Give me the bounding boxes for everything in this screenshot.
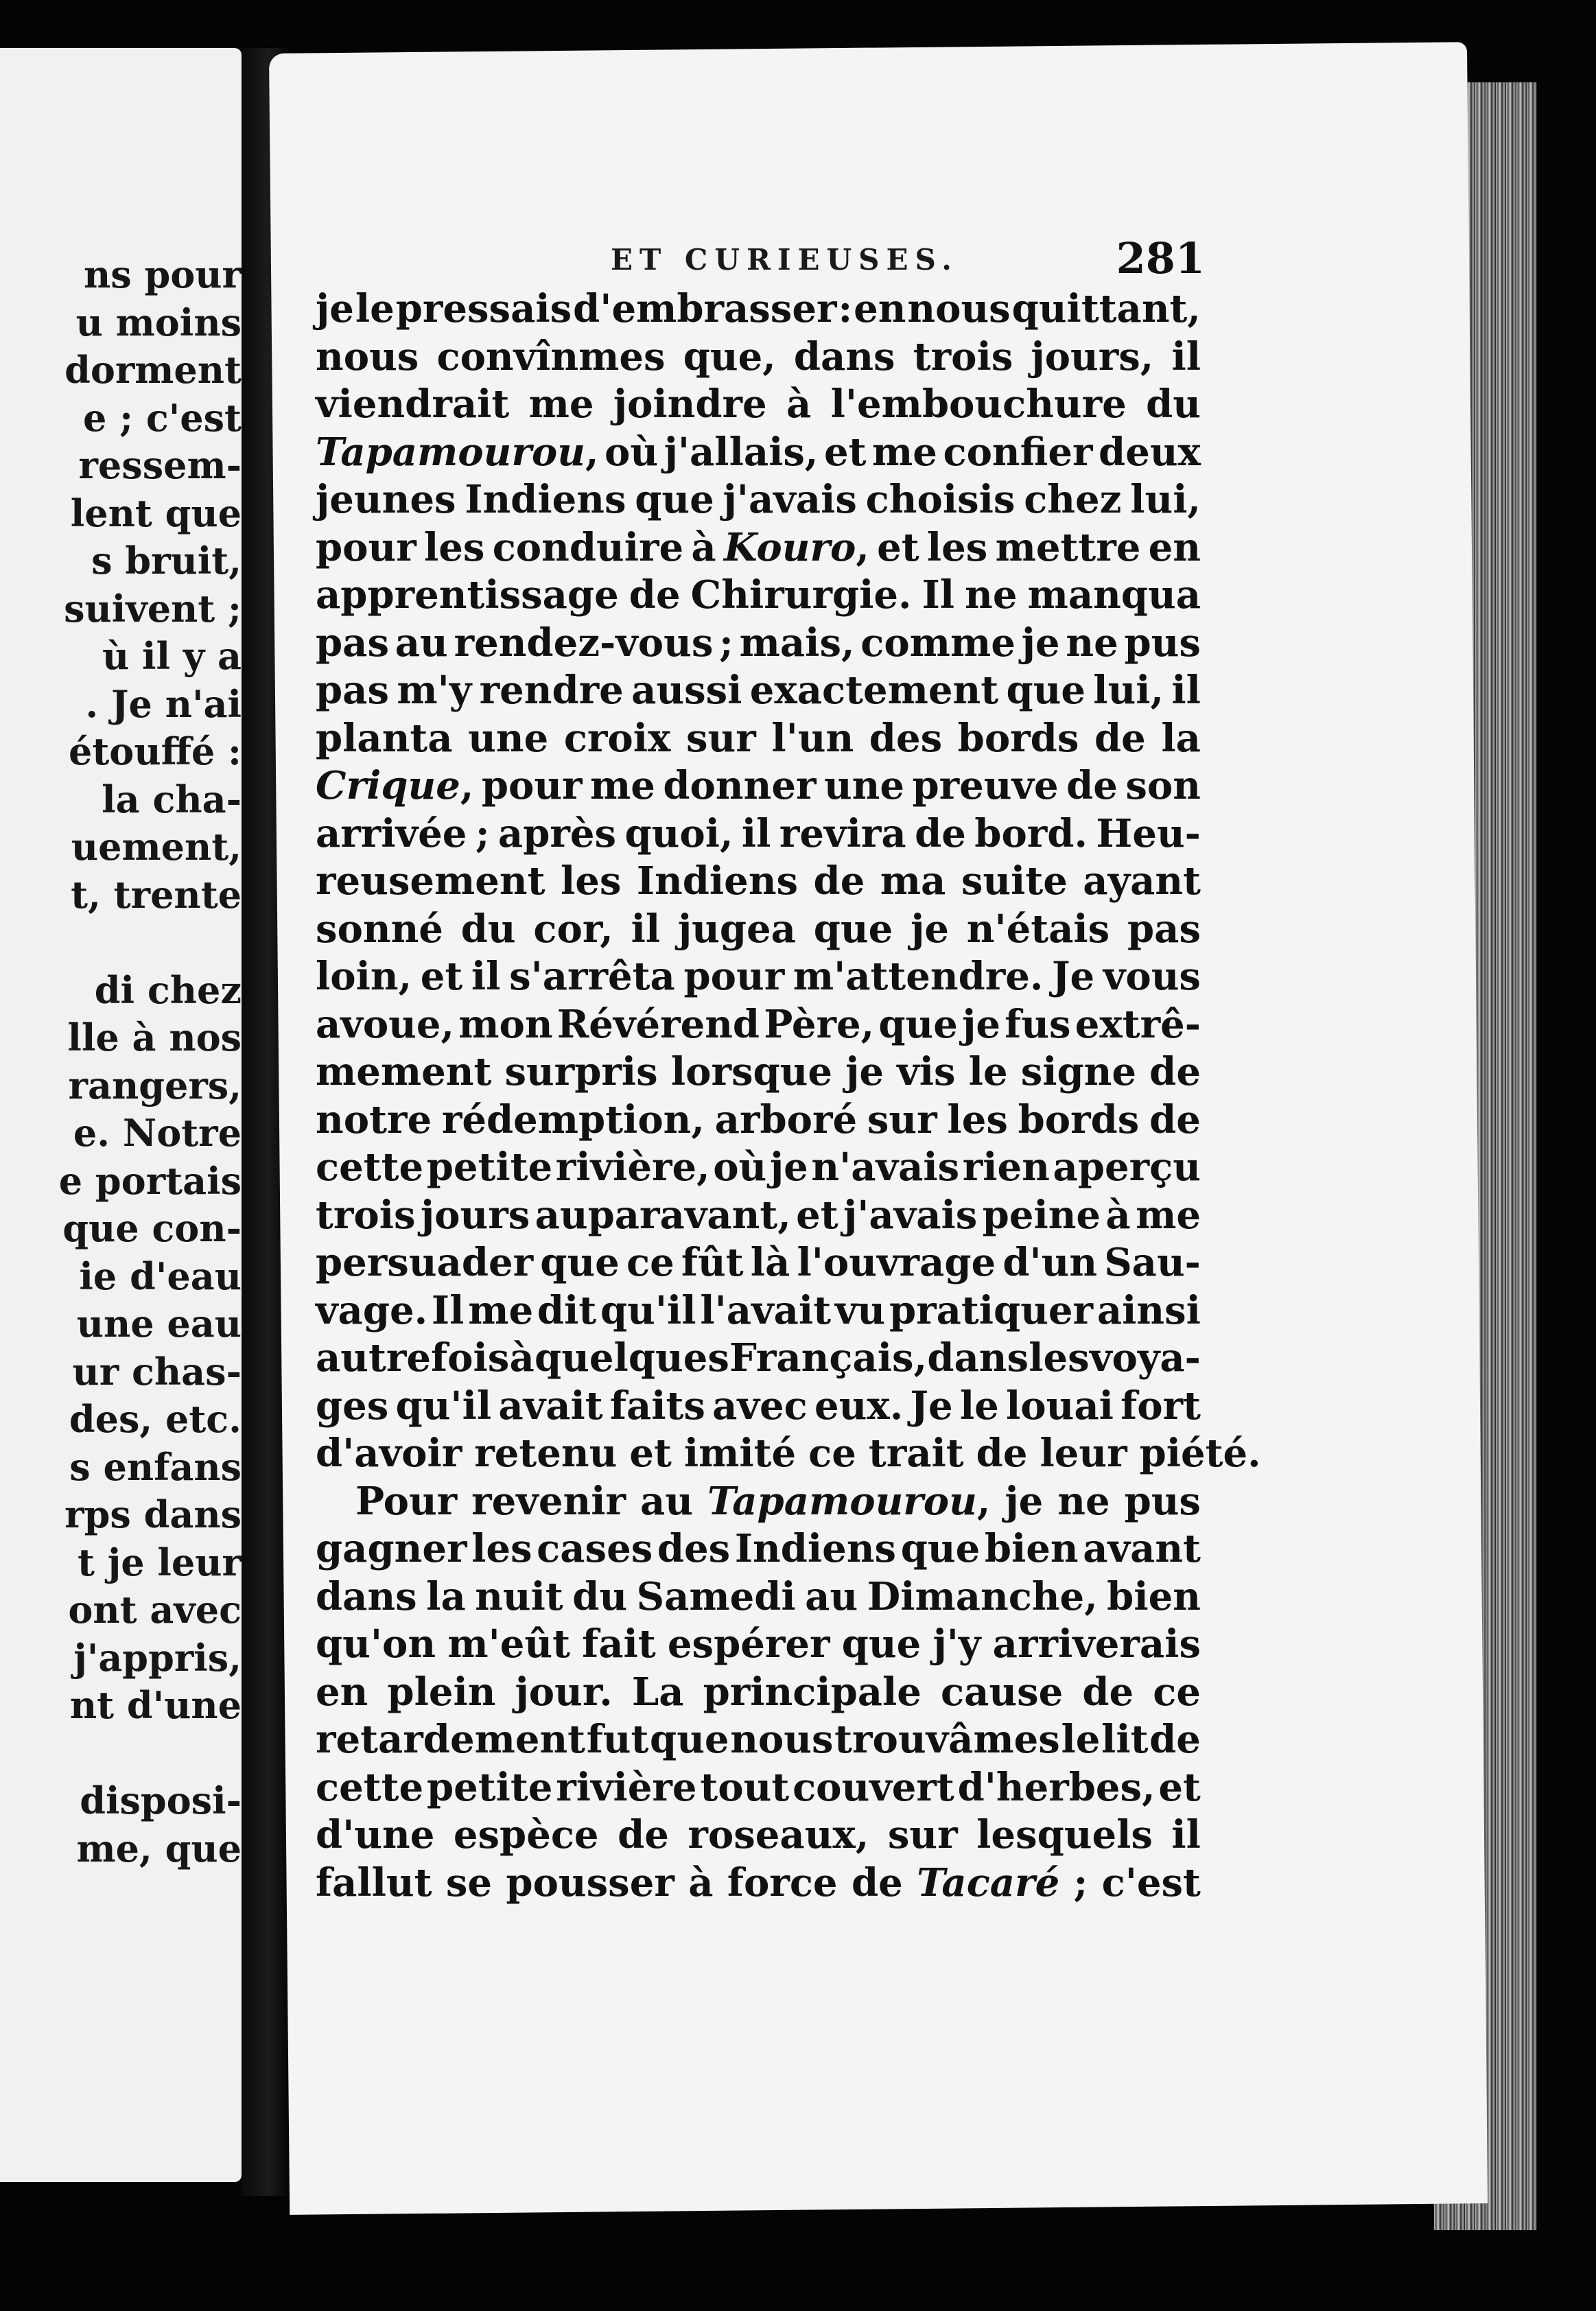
text-line: apprentissage de Chirurgie. Il ne manqua [316, 572, 1201, 618]
text-line: mement surpris lorsque je vis le signe de [316, 1049, 1201, 1094]
text-line: retardement fut que nous trouvâmes le lit de [316, 1717, 1201, 1762]
text-line: notre rédemption, arboré sur les bords de [316, 1096, 1201, 1142]
text-line: trois jours auparavant, et j'avais peine à me [316, 1192, 1201, 1238]
previous-page-line: ressem- [78, 443, 242, 487]
running-head [332, 233, 1205, 291]
previous-page-line: t, trente [71, 872, 242, 917]
text-line: en plein jour. La principale cause de ce [316, 1669, 1201, 1715]
previous-page-line: u moins [75, 300, 242, 344]
text-line: pas m'y rendre aussi exactement que lui, il [316, 668, 1201, 713]
previous-page-line: j'appris, [73, 1635, 242, 1680]
text-line: pour les conduire à Kouro, et les mettre en [316, 524, 1201, 570]
previous-page-line: lent que [70, 491, 242, 535]
previous-page-line: ù il y a [102, 634, 242, 678]
text-line: viendrait me joindre à l'embouchure du [316, 382, 1201, 427]
previous-page-line: la cha- [102, 777, 242, 821]
previous-page-line: di chez [94, 967, 242, 1012]
previous-page-line: ns pour [84, 253, 242, 296]
previous-page-line: rangers, [68, 1063, 242, 1107]
page-number: 281 [1116, 233, 1205, 283]
text-line: sonné du cor, il jugea que je n'étais pas [316, 906, 1201, 952]
previous-page [0, 48, 242, 2182]
text-line: reusement les Indiens de ma suite ayant [316, 858, 1201, 904]
fore-edge-shadow [1537, 75, 1596, 2244]
previous-page-line: dorment [64, 348, 242, 392]
previous-page-line: des, etc. [69, 1397, 242, 1441]
text-line: nous convînmes que, dans trois jours, il [316, 333, 1201, 379]
text-line: Crique, pour me donner une preuve de son [316, 763, 1201, 808]
text-line: persuader que ce fût là l'ouvrage d'un Sau- [316, 1240, 1201, 1285]
previous-page-line: une eau [76, 1302, 242, 1346]
previous-page-line: que con- [62, 1206, 242, 1250]
text-line: je le pressais d'embrasser : en nous quittant, [316, 286, 1201, 331]
previous-page-line: ie d'eau [79, 1254, 242, 1298]
text-line: vage. Il me dit qu'il l'avait vu pratiquer ainsi [316, 1287, 1201, 1333]
previous-page-line: e ; c'est [82, 395, 242, 440]
text-line: planta une croix sur l'un des bords de la [316, 715, 1201, 761]
previous-page-line: s bruit, [91, 539, 242, 583]
text-line: gagner les cases des Indiens que bien avant [316, 1526, 1201, 1571]
running-head-title: ET CURIEUSES. [611, 243, 959, 277]
previous-page-line: suivent ; [64, 586, 242, 631]
text-line: fallut se pousser à force de Tacaré ; c'est [316, 1860, 1201, 1905]
text-line: cette petite rivière tout couvert d'herbes, et [316, 1764, 1201, 1810]
previous-page-line: e. Notre [73, 1111, 242, 1155]
text-line: Tapamourou, où j'allais, et me confier deux [316, 429, 1201, 475]
previous-page-line: . Je n'ai [85, 681, 242, 726]
text-line: Pour revenir au Tapamourou, je ne pus [355, 1478, 1201, 1524]
previous-page-line: ont avec [68, 1588, 242, 1632]
previous-page-line: ur chas- [72, 1349, 242, 1394]
page-body-text [316, 285, 1261, 1907]
previous-page-line: rps dans [64, 1492, 242, 1536]
previous-page-line: s enfans [69, 1444, 242, 1489]
text-line: autrefois à quelques Français, dans les voya- [316, 1335, 1201, 1381]
text-line: cette petite rivière, où je n'avais rien aperçu [316, 1145, 1201, 1190]
text-line: pas au rendez-vous ; mais, comme je ne pus [316, 620, 1201, 666]
text-line: loin, et il s'arrêta pour m'attendre. Je vous [316, 954, 1201, 999]
text-line: ges qu'il avait faits avec eux. Je le louai fort [316, 1383, 1201, 1429]
previous-page-line: nt d'une [69, 1683, 242, 1727]
text-line: arrivée ; après quoi, il revira de bord. Heu- [316, 810, 1201, 856]
text-line: dans la nuit du Samedi au Dimanche, bien [316, 1573, 1201, 1619]
text-line: qu'on m'eût fait espérer que j'y arriverais [316, 1621, 1201, 1667]
text-line: d'avoir retenu et imité ce trait de leur piété. [316, 1431, 1261, 1476]
previous-page-line: me, que [76, 1826, 242, 1870]
text-line: d'une espèce de roseaux, sur lesquels il [316, 1812, 1201, 1857]
previous-page-line: t je leur [77, 1540, 242, 1584]
previous-page-line: disposi- [80, 1779, 242, 1822]
previous-page-line: étouffé : [69, 729, 242, 773]
previous-page-line: lle à nos [67, 1016, 242, 1059]
text-line: avoue, mon Révérend Père, que je fus extrê- [316, 1001, 1201, 1047]
previous-page-line: e portais [58, 1158, 242, 1203]
previous-page-line: uement, [71, 825, 242, 869]
text-line: jeunes Indiens que j'avais choisis chez lui, [316, 477, 1201, 522]
